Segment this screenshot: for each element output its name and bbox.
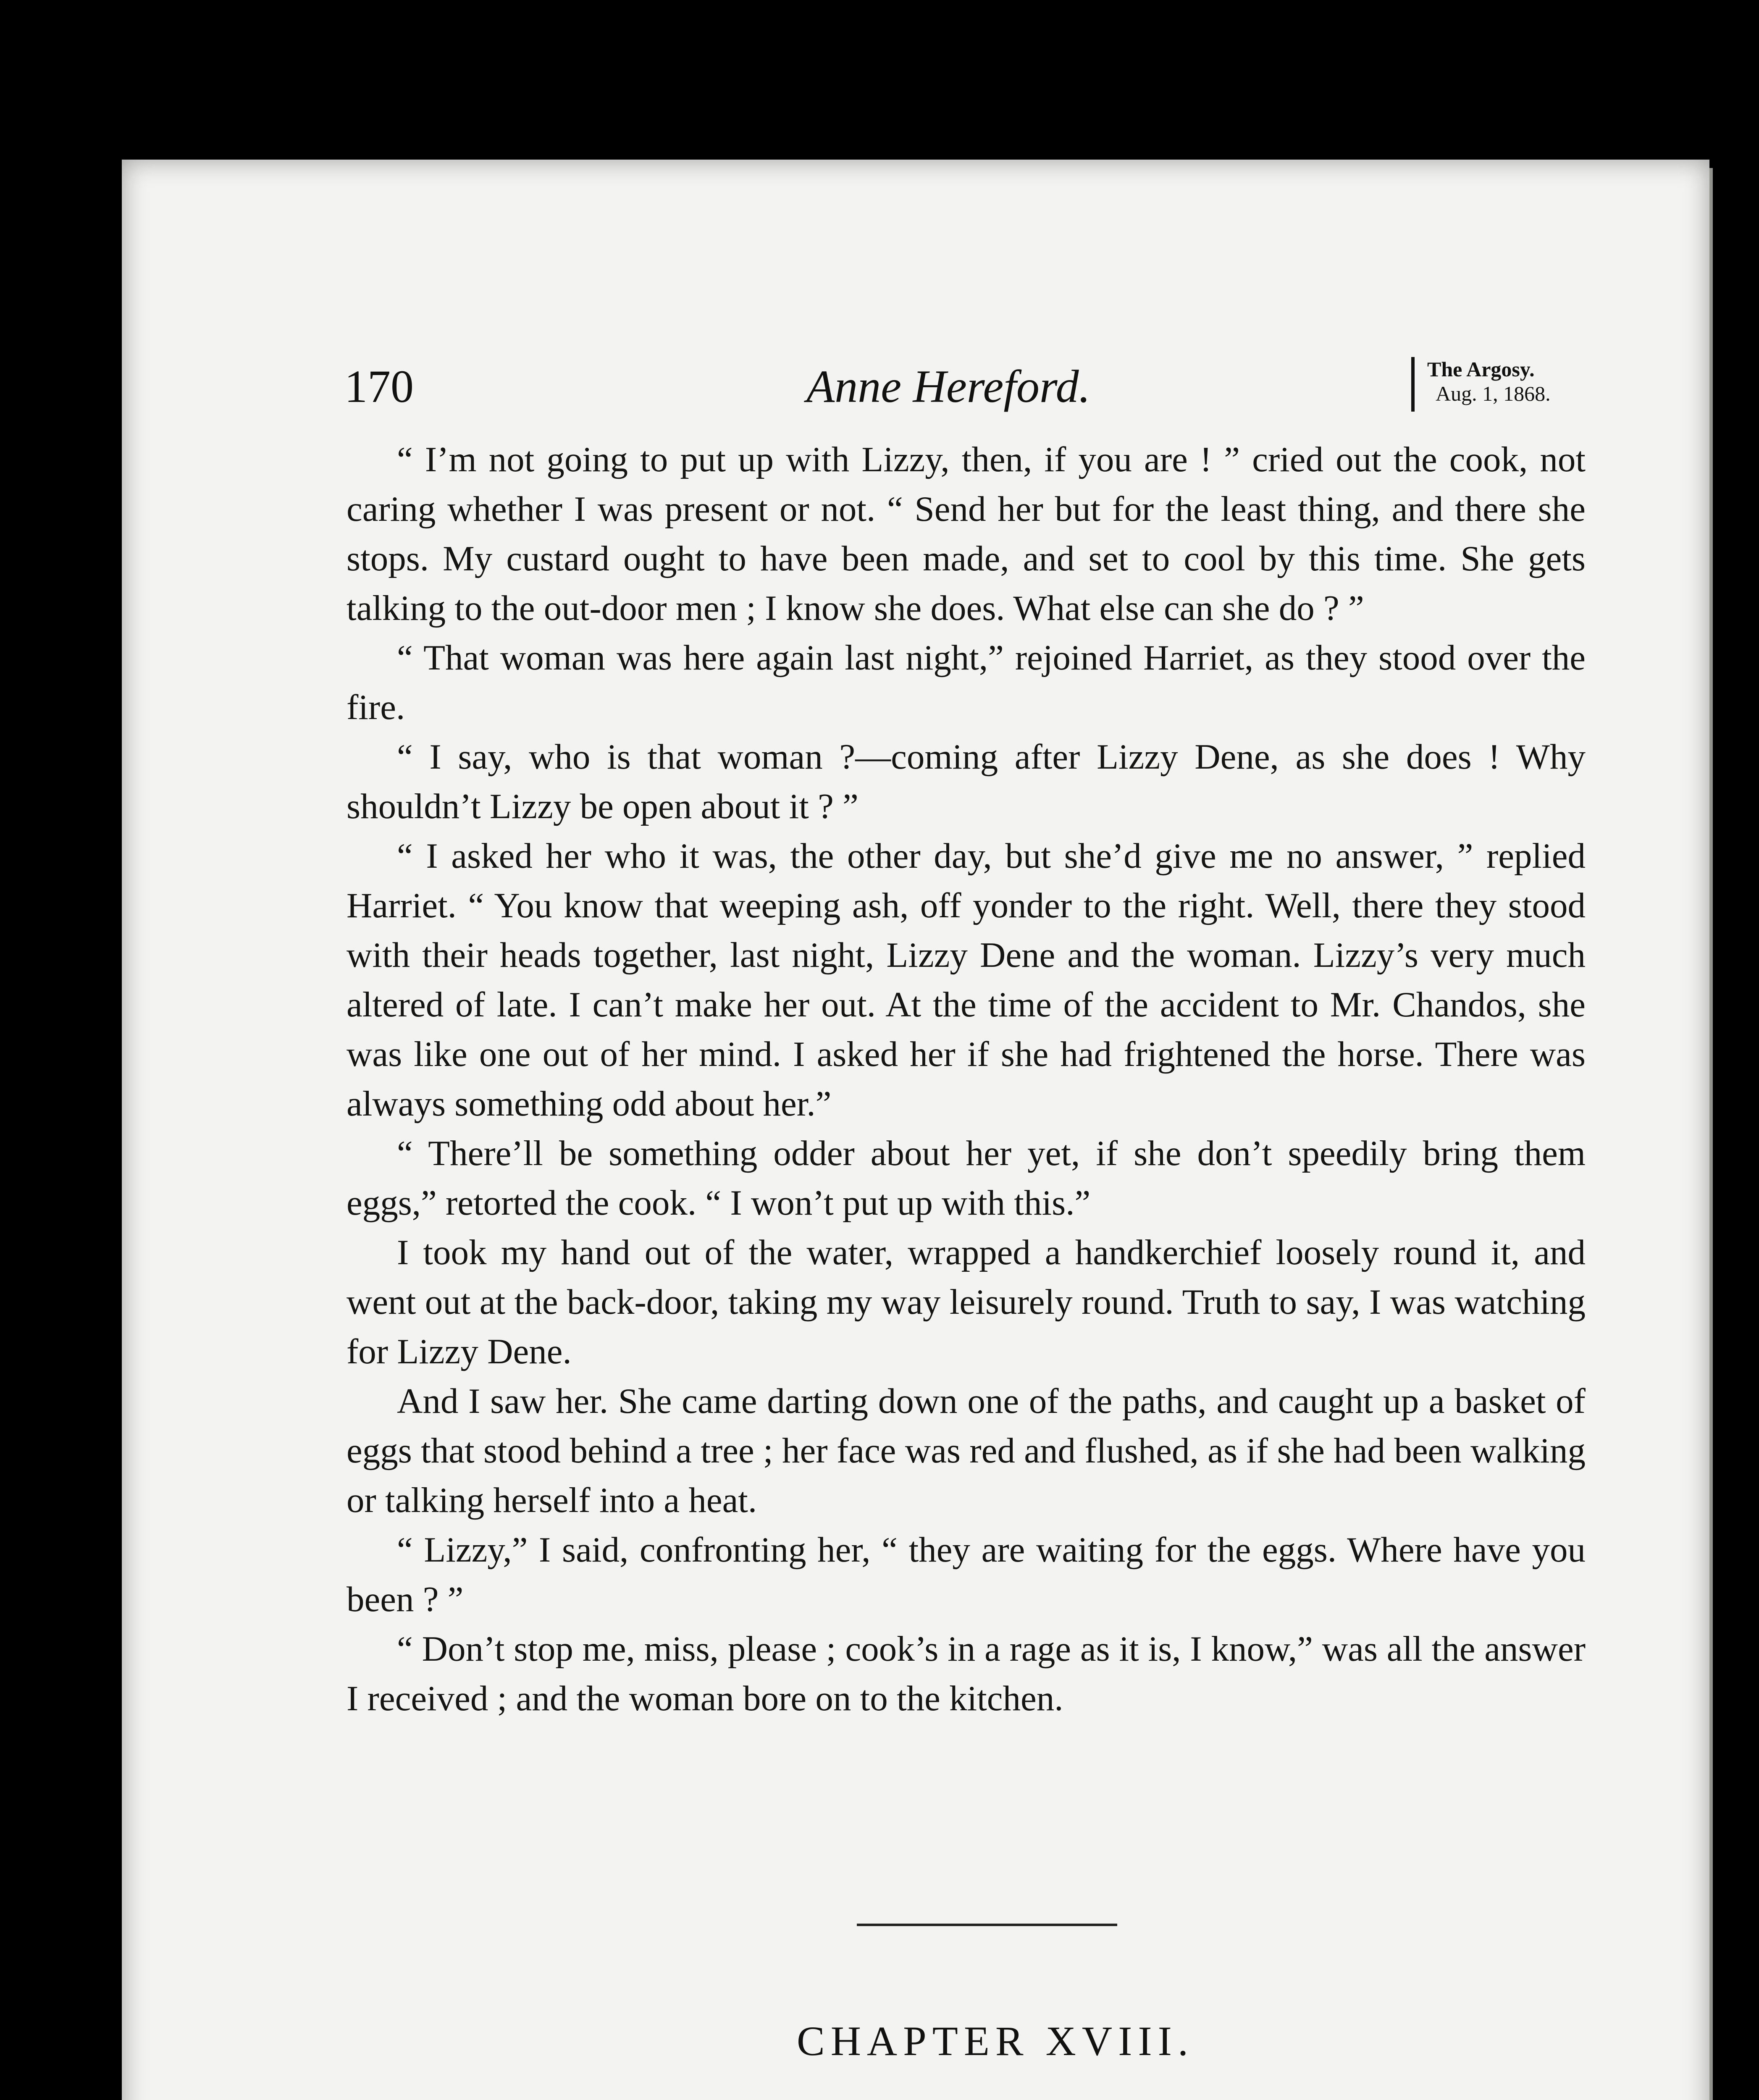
page-number: 170 [344, 361, 414, 412]
running-head [344, 353, 1588, 420]
paragraph: “ I asked her who it was, the other day, but she’d give me no answer, ” replied Harriet. “ You know that weeping ash, off yonder to the right. Well, there they stood with their heads together, last night, Lizzy Dene and the woman. Lizzy’s very much altered of late. I can’t make her out. At the time of the accident to Mr. Chandos, she was like one out of her mind. I asked her if she had frightened the horse. There was always something odd about her.” [347, 836, 1586, 1124]
paragraph: And I saw her. She came darting down one of the paths, and caught up a basket of eggs that stood behind a tree ; her face was red and flushed, as if she had been walking or talking herself into a heat. [347, 1381, 1586, 1520]
paragraph: “ There’ll be something odder about her yet, if she don’t speedily bring them eggs,” retorted the cook. “ I won’t put up with this.” [347, 1134, 1586, 1223]
journal-mark [1411, 357, 1588, 412]
paragraph: I took my hand out of the water, wrapped a handkerchief loosely round it, and went out at the back-door, taking my way leisurely round. Truth to say, I was watching for Lizzy Dene. [347, 1233, 1586, 1371]
running-title: Anne Hereford. [806, 361, 1091, 412]
paragraph: “ I’m not going to put up with Lizzy, then, if you are ! ” cried out the cook, not caring whether I was present or not. “ Send her but for the least thing, and there she stops. My custard ought to have been made, and set to cool by this time. She gets talking to the out-door men ; I know she does. What else can she do ? ” [347, 440, 1586, 628]
paragraph: “ I say, who is that woman ?—coming after Lizzy Dene, as she does ! Why shouldn’t Lizzy be open about it ? ” [347, 737, 1586, 826]
journal-name: The Argosy. [1427, 357, 1535, 381]
paragraph: “ That woman was here again last night,” rejoined Harriet, as they stood over the fire. [347, 638, 1586, 727]
chapter-title: CHAPTER XVIII. [797, 2018, 1194, 2064]
journal-date: Aug. 1, 1868. [1436, 382, 1551, 405]
paragraph: “ Don’t stop me, miss, please ; cook’s in a rage as it is, I know,” was all the answer I received ; and the woman bore on to the kitchen. [347, 1629, 1586, 1718]
paragraph: “ Lizzy,” I said, confronting her, “ they are waiting for the eggs. Where have you been ? ” [347, 1530, 1586, 1619]
section-divider [857, 1924, 1117, 1926]
body-text-part1 [347, 435, 1586, 1723]
